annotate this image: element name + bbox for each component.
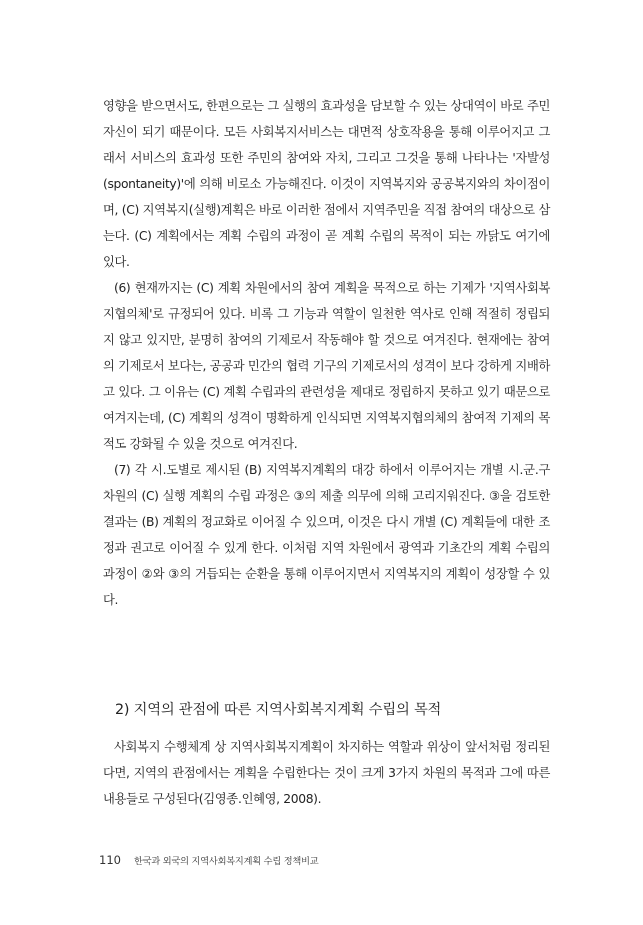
paragraph-item-6: (6) 현재까지는 (C) 계획 차원에서의 참여 계획을 목적으로 하는 기제가 '지역사회복지협의체'로 규정되어 있다. 비록 그 기능과 역할이 일천한 역사로 인해 적절히 정립되지 않고 있지만, 분명히 참여의 기제로서 작동해야 할 것으로 여겨진다. 현재에는 참여의 기제로서 보다는, 공공과 민간의 협력 기구의 기제로서의 성격이 보다 강하게 지배하고 있다. 그 이유는 (C) 계획 수립과의 관련성을 제대로 정립하지 못하고 있기 때문으로 여겨지는데, (C) 계획의 성격이 명확하게 인식되면 지역복지협의체의 참여적 기제의 목적도 강화될 수 있을 것으로 여겨진다. bbox=[103, 281, 550, 451]
section-heading: 2) 지역의 관점에 따른 지역사회복지계획 수립의 목적 bbox=[115, 702, 442, 718]
section-body bbox=[103, 734, 550, 812]
paragraph-continuation: 영향을 받으면서도, 한편으로는 그 실행의 효과성을 담보할 수 있는 상대역이 바로 주민 자신이 되기 때문이다. 모든 사회복지서비스는 대면적 상호작용을 통해 이루어지고 그래서 서비스의 효과성 또한 주민의 참여와 자치, 그리고 그것을 통해 나타나는 '자발성(spontaneity)'에 의해 비로소 가능해진다. 이것이 지역복지와 공공복지와의 차이점이며, (C) 지역복지(실행)계획은 바로 이러한 점에서 지역주민을 직접 참여의 대상으로 삼는다. (C) 계획에서는 계획 수립의 과정이 곧 계획 수립의 목적이 되는 까닭도 여기에 있다. bbox=[103, 99, 550, 269]
page-number: 110 bbox=[99, 853, 121, 867]
body-text bbox=[103, 93, 550, 613]
running-title: 한국과 외국의 지역사회복지계획 수립 정책비교 bbox=[134, 856, 319, 867]
paragraph-item-7: (7) 각 시․도별로 제시된 (B) 지역복지계획의 대강 하에서 이루어지는 개별 시․군․구 차원의 (C) 실행 계획의 수립 과정은 ③의 제출 의무에 의해 고리지워진다. ③을 검토한 결과는 (B) 계획의 정교화로 이어질 수 있으며, 이것은 다시 개별 (C) 계획들에 대한 조정과 권고로 이어질 수 있게 한다. 이처럼 지역 차원에서 광역과 기초간의 계획 수립의 과정이 ②와 ③의 거듭되는 순환을 통해 이루어지면서 지역복지의 계획이 성장할 수 있다. bbox=[103, 463, 550, 607]
section-paragraph: 사회복지 수행체계 상 지역사회복지계획이 차지하는 역할과 위상이 앞서처럼 정리된다면, 지역의 관점에서는 계획을 수립한다는 것이 크게 3가지 차원의 목적과 그에 따른 내용들로 구성된다(김영종․인혜영, 2008). bbox=[103, 740, 550, 806]
page-footer bbox=[99, 849, 318, 868]
